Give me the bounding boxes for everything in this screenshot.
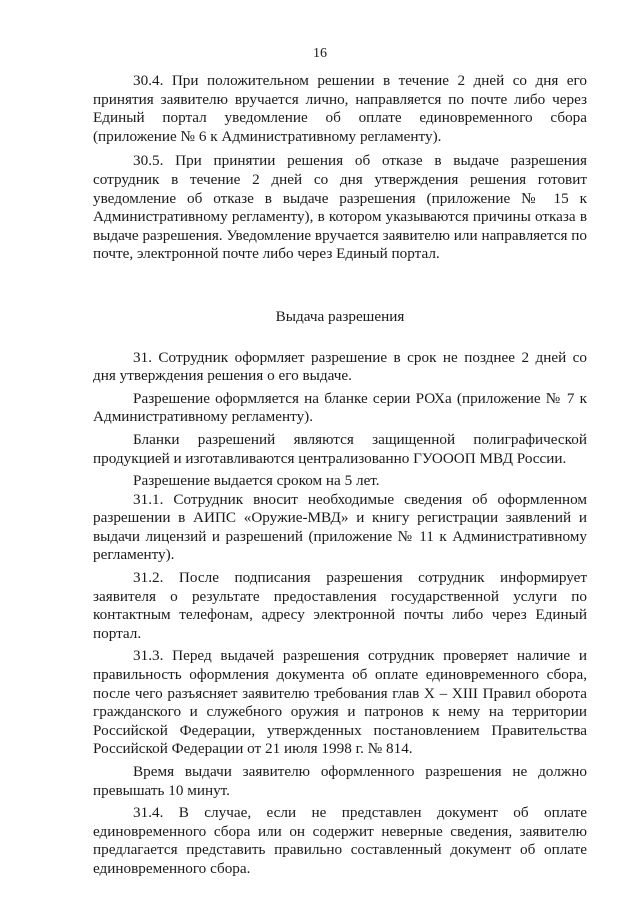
document-body (93, 72, 587, 879)
paragraph-31: 31. Сотрудник оформляет разрешение в срок не позднее 2 дней со дня утверждения решения о его выдаче. (93, 348, 587, 385)
page-number: 16 (313, 46, 327, 61)
paragraph-31-4: 31.4. В случае, если не представлен документ об оплате единовременного сбора или он содержит неверные сведения, заявителю предлагается представить правильно составленный документ об оплате единовременного сбора. (93, 804, 587, 877)
paragraph-31-blank: Разрешение оформляется на бланке серии РОХа (приложение № 7 к Административному регламенту). (93, 389, 587, 426)
paragraph-30-5: 30.5. При принятии решения об отказе в выдаче разрешения сотрудник в течение 2 дней со дня утверждения решения готовит уведомление об отказе в выдаче разрешения (приложение № 15 к Административному регламенту), в котором указываются причины отказа в выдаче разрешения. Уведомление вручается заявителю или направляется по почте, электронной почте либо через Единый портал. (93, 152, 587, 263)
paragraph-30-4: 30.4. При положительном решении в течение 2 дней со дня его принятия заявителю вручается лично, направляется по почте либо через Единый портал уведомление об оплате единовременного сбора (приложение № 6 к Административному регламенту). (93, 72, 587, 145)
paragraph-31-1: 31.1. Сотрудник вносит необходимые сведения об оформленном разрешении в АИПС «Оружие-МВД» и книгу регистрации заявлений и выдачи лицензий и разрешений (приложение № 11 к Административному регламенту). (93, 490, 587, 564)
paragraph-31-3: 31.3. Перед выдачей разрешения сотрудник проверяет наличие и правильность оформления документа об оплате единовременного сбора, после чего разъясняет заявителю требования глав X – XIII Правил оборота гражданского и служебного оружия и патронов к нему на территории Российской Федерации, утвержденных постановлением Правительства Российской Федерации от 21 июля 1998 г. № 814. (93, 647, 587, 758)
paragraph-31-term: Разрешение выдается сроком на 5 лет. (133, 472, 380, 490)
paragraph-31-forms: Бланки разрешений являются защищенной полиграфической продукцией и изготавливаются централизованно ГУОООП МВД России. (93, 430, 587, 467)
section-heading: Выдача разрешения (275, 307, 405, 325)
paragraph-31-3-time: Время выдачи заявителю оформленного разрешения не должно превышать 10 минут. (93, 763, 587, 799)
paragraph-31-2: 31.2. После подписания разрешения сотрудник информирует заявителя о результате предоставления государственной услуги по контактным телефонам, адресу электронной почты либо через Единый портал. (93, 569, 587, 642)
